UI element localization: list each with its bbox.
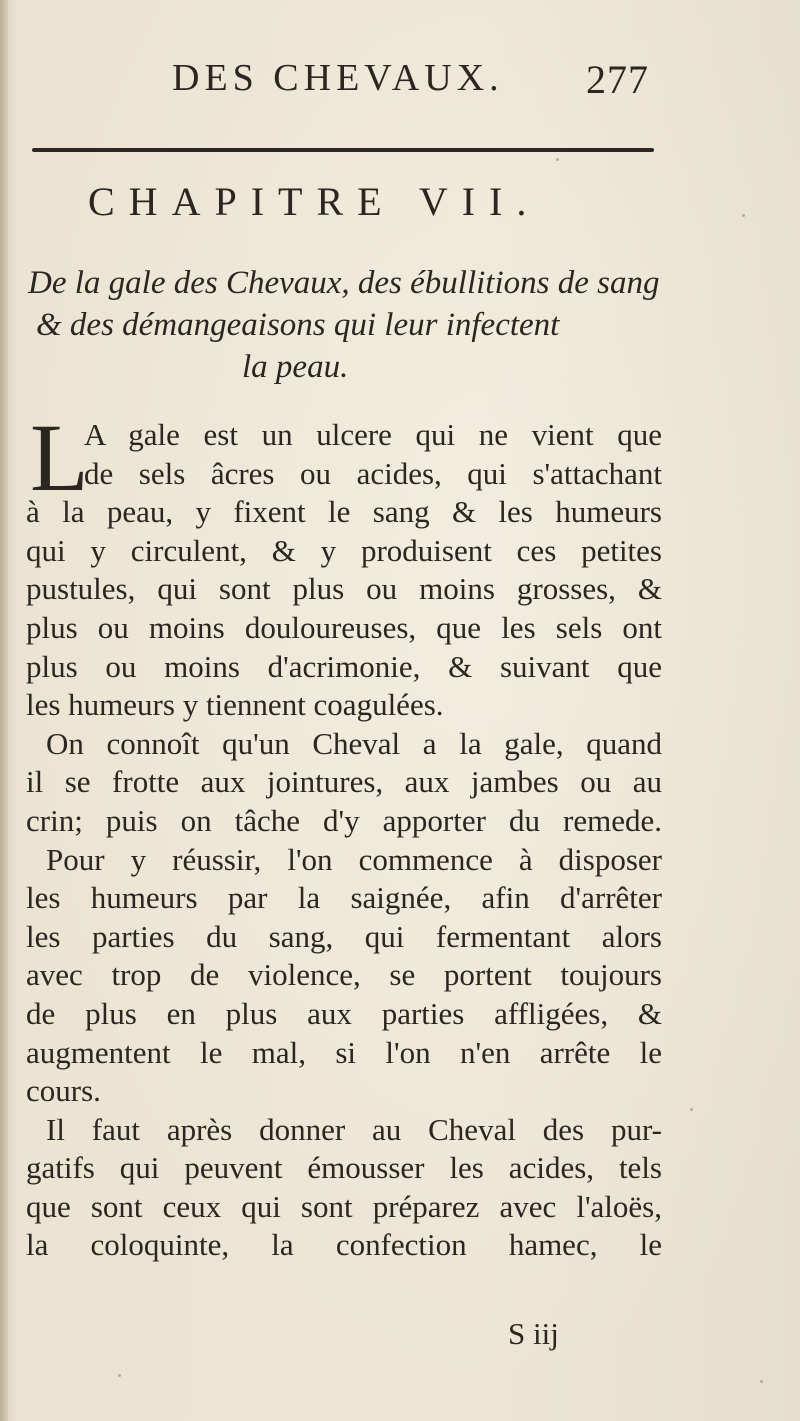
text-line: il se frotte aux jointures, aux jambes ou au [26,764,662,800]
text-line: qui y circulent, & y produisent ces petites [26,532,662,568]
chapter-title: CHAPITRE VII. [88,179,541,224]
paper-speck [556,158,559,161]
page-gutter [0,0,8,1421]
text-line: les humeurs y tiennent coagulées. [26,687,444,723]
subtitle-line: la peau. [242,349,349,385]
text-line: la coloquinte, la confection hamec, le [26,1227,662,1263]
text-line: de plus en plus aux parties affligées, & [26,995,662,1031]
text-line: crin; puis on tâche d'y apporter du remede. [26,802,662,838]
running-head [0,56,800,106]
signature-mark: S iij [508,1316,559,1351]
text-line: plus ou moins d'acrimonie, & suivant que [26,648,662,684]
text-line: pustules, qui sont plus ou moins grosses, & [26,571,662,607]
text-line: cours. [26,1073,101,1109]
page-number: 277 [586,57,649,102]
paper-speck [760,1380,763,1383]
text-line: On connoît qu'un Cheval a la gale, quand [46,725,662,761]
subtitle-line: De la gale des Chevaux, des ébullitions de sang [28,265,660,301]
text-line: gatifs qui peuvent émousser les acides, tels [26,1150,662,1186]
paper-speck [690,1108,693,1111]
text-line: avec trop de violence, se portent toujours [26,957,662,993]
text-line: les parties du sang, qui fermentant alors [26,918,662,954]
text-line: que sont ceux qui sont préparez avec l'aloës, [26,1188,662,1224]
text-line: A gale est un ulcere qui ne vient que [84,417,662,452]
body-text [26,404,662,1265]
paper-speck [742,214,745,217]
paper-speck [118,1374,121,1377]
running-title: DES CHEVAUX. [172,57,504,99]
text-line: à la peau, y fixent le sang & les humeurs [26,494,662,530]
text-line: augmentent le mal, si l'on n'en arrête le [26,1034,662,1070]
text-line: Il faut après donner au Cheval des pur- [46,1111,662,1147]
text-line: de sels âcres ou acides, qui s'attachant [84,455,662,491]
subtitle-line: & des démangeaisons qui leur infectent [36,307,560,343]
header-rule [32,148,654,152]
text-line: les humeurs par la saignée, afin d'arrêter [26,880,662,916]
text-line: Pour y réussir, l'on commence à disposer [46,841,662,877]
chapter-subtitle [28,262,678,388]
text-line: plus ou moins douloureuses, que les sels ont [26,609,662,645]
drop-cap: L [30,404,89,511]
